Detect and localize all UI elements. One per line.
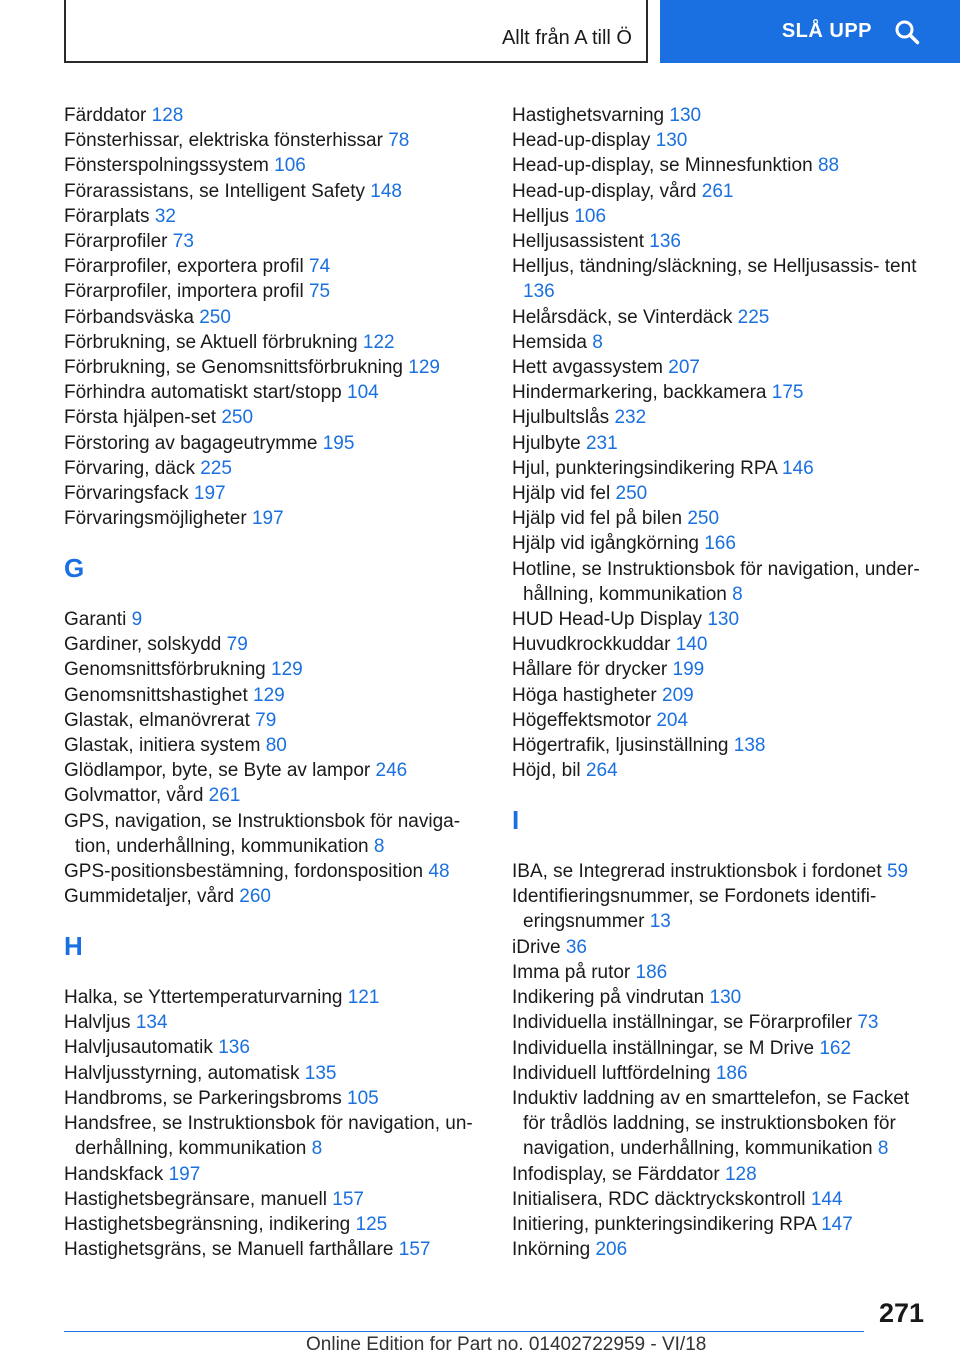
index-entry-page-link[interactable]: 231 <box>585 432 618 454</box>
index-entry-page-link[interactable]: 130 <box>669 105 702 126</box>
index-entry-text: Hastighetsvarning <box>512 105 665 126</box>
index-entry-text: GPS, navigation, se Instruktionsbok för naviga- tion, underhållning, kommunikation <box>64 810 461 857</box>
index-entry-page-link[interactable]: 8 <box>877 1138 889 1160</box>
index-entry-text: Gardiner, solskydd <box>64 634 222 656</box>
index-entry-page-link[interactable]: 197 <box>168 1163 201 1185</box>
index-entry <box>64 481 474 506</box>
index-entry-page-link[interactable]: 157 <box>398 1239 431 1261</box>
index-entry-page-link[interactable]: 136 <box>218 1037 250 1059</box>
index-entry <box>512 1036 922 1061</box>
index-entry <box>512 683 922 708</box>
index-entry-page-link[interactable]: 166 <box>704 533 736 555</box>
index-entry <box>512 153 922 178</box>
index-entry-page-link[interactable]: 122 <box>362 331 395 353</box>
index-entry-text: Hindermarkering, backkamera <box>512 382 767 404</box>
index-entry-page-link[interactable]: 106 <box>274 155 306 177</box>
index-entry-page-link[interactable]: 144 <box>810 1188 843 1210</box>
index-entry <box>512 481 922 506</box>
index-entry-text: Förarprofiler, exportera profil <box>64 256 304 278</box>
index-entry-page-link[interactable]: 225 <box>737 306 770 328</box>
index-entry-text: Handsfree, se Instruktionsbok för navigation, un- derhållning, kommunikation <box>64 1113 473 1160</box>
index-entry <box>512 103 922 128</box>
index-entry-page-link[interactable]: 73 <box>172 231 194 253</box>
index-entry <box>64 1061 474 1086</box>
index-entry-text: Halvljusautomatik <box>64 1037 213 1059</box>
index-entry-page-link[interactable]: 104 <box>347 382 379 404</box>
index-entry <box>512 355 922 380</box>
index-entry <box>512 1010 922 1035</box>
index-entry-text: Halvljusstyrning, automatisk <box>64 1062 300 1084</box>
index-entry-text: Förbrukning, se Aktuell förbrukning <box>64 331 358 353</box>
index-entry <box>64 607 474 632</box>
index-entry-page-link[interactable]: 73 <box>857 1012 879 1034</box>
index-entry <box>64 179 474 204</box>
index-entry-text: Förarassistans, se Intelligent Safety <box>64 180 365 202</box>
index-entry-text: iDrive <box>512 936 561 958</box>
index-entry <box>64 254 474 279</box>
index-entry-page-link[interactable]: 80 <box>265 735 287 757</box>
index-column-left <box>64 103 474 1262</box>
index-entry <box>64 758 474 783</box>
index-entry-page-link[interactable]: 8 <box>373 835 385 857</box>
index-entry <box>64 985 474 1010</box>
footer-edition: Online Edition for Part no. 01402722959 - VI/18 <box>306 1334 707 1355</box>
page-number: 271 <box>878 1298 924 1328</box>
index-entry <box>64 204 474 229</box>
index-entry <box>512 1086 922 1162</box>
index-entry-page-link[interactable]: 195 <box>322 432 355 454</box>
footer-divider <box>64 1331 864 1332</box>
index-entry <box>512 305 922 330</box>
index-entry-text: Helårsdäck, se Vinterdäck <box>512 306 733 328</box>
index-entry-text: Fönsterspolningssystem <box>64 155 269 177</box>
index-entry <box>64 1212 474 1237</box>
index-entry-page-link[interactable]: 199 <box>672 659 705 681</box>
index-entry-text: Hjul, punkteringsindikering RPA <box>512 457 777 479</box>
index-entry <box>64 506 474 531</box>
index-entry <box>64 405 474 430</box>
index-entry-page-link[interactable]: 130 <box>655 130 688 152</box>
index-entry-text: Högertrafik, ljusinställning <box>512 735 729 757</box>
index-entry-text: Handbroms, se Parkeringsbroms <box>64 1087 342 1109</box>
index-entry <box>512 128 922 153</box>
index-entry-page-link[interactable]: 260 <box>239 886 271 908</box>
index-entry-text: Högeffektsmotor <box>512 709 652 731</box>
index-entry-text: Höga hastigheter <box>512 684 657 706</box>
index-entry-text: Hett avgassystem <box>512 357 663 379</box>
index-entry-page-link[interactable]: 206 <box>595 1239 628 1261</box>
index-entry-page-link[interactable]: 121 <box>347 987 380 1009</box>
index-entry <box>64 330 474 355</box>
index-entry-text: GPS-positionsbestämning, fordonsposition <box>64 861 424 883</box>
index-entry-text: Head-up-display, se Minnesfunktion <box>512 155 813 177</box>
index-entry <box>64 1187 474 1212</box>
index-entry <box>512 380 922 405</box>
index-entry-text: Imma på rutor <box>512 961 631 983</box>
index-entry <box>64 632 474 657</box>
index-entry <box>512 1187 922 1212</box>
index-entry-page-link[interactable]: 106 <box>574 205 607 227</box>
index-entry <box>512 431 922 456</box>
index-entry-text: Glödlampor, byte, se Byte av lampor <box>64 760 371 782</box>
index-entry-text: Glastak, elmanövrerat <box>64 709 250 731</box>
index-entry-text: Identifieringsnummer, se Fordonets identifi- eringsnummer <box>512 886 877 933</box>
index-entry <box>64 153 474 178</box>
index-entry-page-link[interactable]: 186 <box>715 1062 748 1084</box>
index-entry <box>64 305 474 330</box>
index-entry-page-link[interactable]: 79 <box>226 634 248 656</box>
index-entry-text: Helljus, tändning/släckning, se Helljusassis- tent <box>512 256 917 278</box>
index-entry-text: Initiering, punkteringsindikering RPA <box>512 1213 816 1235</box>
index-entry-page-link[interactable]: 250 <box>615 483 648 505</box>
index-entry-page-link[interactable]: 148 <box>370 180 402 202</box>
index-entry-page-link[interactable]: 105 <box>347 1087 379 1109</box>
index-entry-text: Första hjälpen-set <box>64 407 217 429</box>
search-label: SLÅ UPP <box>781 20 872 42</box>
index-entry-text: Individuella inställningar, se M Drive <box>512 1037 815 1059</box>
index-entry-text: Hastighetsbegränsare, manuell <box>64 1188 327 1210</box>
index-entry <box>64 431 474 456</box>
index-entry-page-link[interactable]: 48 <box>428 861 450 883</box>
index-entry <box>512 229 922 254</box>
index-entry-text: Individuella inställningar, se Förarprofiler <box>512 1012 853 1034</box>
index-entry-page-link[interactable]: 138 <box>733 735 766 757</box>
index-entry-text: Hemsida <box>512 331 587 353</box>
index-entry-page-link[interactable]: 261 <box>208 785 241 807</box>
index-entry <box>64 809 474 859</box>
index-section-letter: H <box>64 931 83 962</box>
index-entry <box>64 103 474 128</box>
index-entry-page-link[interactable]: 140 <box>675 634 708 656</box>
index-entry-text: Färddator <box>64 105 147 126</box>
index-entry-page-link[interactable]: 136 <box>523 281 555 303</box>
index-entry <box>64 884 474 909</box>
index-entry-text: Genomsnittsförbrukning <box>64 659 266 681</box>
index-entry-text: Garanti <box>64 609 127 631</box>
index-entry <box>512 330 922 355</box>
index-entry-text: Induktiv laddning av en smarttelefon, se Facket för trådlös laddning, se instruktionsboken för navigation, underhållning, kommunikation <box>512 1087 910 1160</box>
index-entry-text: Hjulbyte <box>512 432 581 454</box>
index-entry-text: Hjälp vid fel på bilen <box>512 508 683 530</box>
index-entry-page-link[interactable]: 207 <box>668 357 700 379</box>
index-entry <box>64 1162 474 1187</box>
index-entry-page-link[interactable]: 250 <box>199 306 231 328</box>
index-entry-text: Fönsterhissar, elektriska fönsterhissar <box>64 130 383 152</box>
search-button[interactable] <box>660 0 960 63</box>
index-entry-text: Förhindra automatiskt start/stopp <box>64 382 342 404</box>
index-entry-page-link[interactable]: 250 <box>221 407 254 429</box>
index-entry <box>512 179 922 204</box>
index-entry-text: IBA, se Integrerad instruktionsbok i fordonet <box>512 861 882 883</box>
index-entry-text: Hjälp vid igångkörning <box>512 533 699 555</box>
index-entry-page-link[interactable]: 79 <box>255 709 277 731</box>
index-entry-text: Initialisera, RDC däcktryckskontroll <box>512 1188 806 1210</box>
index-entry-page-link[interactable]: 136 <box>649 231 681 253</box>
index-section-letter: I <box>512 805 520 836</box>
index-entry <box>512 985 922 1010</box>
index-entry-page-link[interactable]: 9 <box>131 609 143 631</box>
index-entry <box>512 1162 922 1187</box>
index-entry-text: HUD Head-Up Display <box>512 609 703 631</box>
header-title: Allt från A till Ö <box>501 27 632 49</box>
index-entry-text: Hjälp vid fel <box>512 483 611 505</box>
index-entry-text: Halvljus <box>64 1012 131 1034</box>
index-entry <box>512 935 922 960</box>
index-entry-page-link[interactable]: 162 <box>819 1037 852 1059</box>
index-entry-text: Förvaring, däck <box>64 457 195 479</box>
index-entry-page-link[interactable]: 264 <box>585 760 618 782</box>
index-entry <box>64 229 474 254</box>
index-entry-text: Hastighetsbegränsning, indikering <box>64 1213 351 1235</box>
index-entry-text: Huvudkrockkuddar <box>512 634 671 656</box>
index-entry-page-link[interactable]: 13 <box>649 911 671 933</box>
index-entry-text: Hastighetsgräns, se Manuell farthållare <box>64 1239 394 1261</box>
index-entry-page-link[interactable]: 129 <box>408 357 440 379</box>
index-entry <box>512 632 922 657</box>
index-entry <box>512 884 922 934</box>
index-entry-text: Infodisplay, se Färddator <box>512 1163 720 1185</box>
index-entry <box>64 128 474 153</box>
index-entry-text: Genomsnittshastighet <box>64 684 248 706</box>
index-entry-page-link[interactable]: 8 <box>732 583 743 605</box>
index-entry <box>64 733 474 758</box>
index-entry-page-link[interactable]: 204 <box>656 709 689 731</box>
index-entry-page-link[interactable]: 147 <box>821 1213 853 1235</box>
index-entry <box>512 960 922 985</box>
index-entry <box>64 1035 474 1060</box>
index-entry <box>512 405 922 430</box>
index-entry-page-link[interactable]: 157 <box>332 1188 364 1210</box>
index-entry <box>64 657 474 682</box>
index-entry-page-link[interactable]: 78 <box>388 130 410 152</box>
index-entry <box>64 783 474 808</box>
index-entry-page-link[interactable]: 135 <box>304 1062 337 1084</box>
index-entry-text: Head-up-display <box>512 130 651 152</box>
index-entry-text: Förstoring av bagageutrymme <box>64 432 318 454</box>
index-entry-text: Förarplats <box>64 205 150 227</box>
index-entry-page-link[interactable]: 246 <box>375 760 408 782</box>
search-icon <box>894 19 920 45</box>
index-entry <box>512 506 922 531</box>
index-entry-text: Glastak, initiera system <box>64 735 261 757</box>
index-entry-text: Hållare för drycker <box>512 659 668 681</box>
index-entry <box>64 1086 474 1111</box>
index-entry <box>512 204 922 229</box>
index-entry-text: Höjd, bil <box>512 760 581 782</box>
index-entry <box>64 355 474 380</box>
index-entry <box>512 758 922 783</box>
index-entry-text: Helljusassistent <box>512 231 644 253</box>
index-entry-page-link[interactable]: 134 <box>135 1012 168 1034</box>
index-entry-page-link[interactable]: 175 <box>771 382 804 404</box>
index-entry-page-link[interactable]: 129 <box>253 684 285 706</box>
index-entry-text: Förarprofiler <box>64 231 168 253</box>
index-entry-page-link[interactable]: 225 <box>200 457 232 479</box>
index-entry-text: Förarprofiler, importera profil <box>64 281 304 303</box>
index-entry-page-link[interactable]: 75 <box>308 281 331 303</box>
index-entry-text: Förvaringsfack <box>64 483 189 505</box>
index-entry-text: Förvaringsmöjligheter <box>64 508 247 530</box>
index-entry-text: Head-up-display, vård <box>512 180 697 202</box>
index-entry-page-link[interactable]: 186 <box>635 961 668 983</box>
index-entry-page-link[interactable]: 125 <box>355 1213 388 1235</box>
index-column-right <box>512 103 922 1262</box>
index-entry-page-link[interactable]: 74 <box>309 256 331 278</box>
index-entry-page-link[interactable]: 36 <box>565 936 587 958</box>
index-entry-page-link[interactable]: 32 <box>154 205 176 227</box>
index-entry-text: Inkörning <box>512 1239 591 1261</box>
index-entry-text: Gummidetaljer, vård <box>64 886 235 908</box>
index-entry-text: Helljus <box>512 205 570 227</box>
index-entry-text: Halka, se Yttertemperaturvarning <box>64 987 343 1009</box>
index-entry-text: Hjulbultslås <box>512 407 610 429</box>
index-entry <box>64 279 474 304</box>
index-entry <box>512 1237 922 1262</box>
index-entry <box>512 607 922 632</box>
index-entry <box>512 1061 922 1086</box>
index-entry-page-link[interactable]: 146 <box>782 457 814 479</box>
index-entry <box>64 683 474 708</box>
index-entry-page-link[interactable]: 250 <box>687 508 720 530</box>
index-entry-text: Förbrukning, se Genomsnittsförbrukning <box>64 357 403 379</box>
index-entry <box>512 456 922 481</box>
index-entry-text: Hotline, se Instruktionsbok för navigation, under- hållning, kommunikation <box>512 558 920 605</box>
index-entry-page-link[interactable]: 59 <box>886 861 909 883</box>
index-entry-text: Golvmattor, vård <box>64 785 204 807</box>
index-entry <box>512 557 922 607</box>
index-entry-text: Handskfack <box>64 1163 164 1185</box>
index-entry-page-link[interactable]: 129 <box>271 659 303 681</box>
index-entry <box>64 1111 474 1161</box>
index-entry <box>64 456 474 481</box>
index-entry-page-link[interactable]: 232 <box>614 407 647 429</box>
index-entry-page-link[interactable]: 128 <box>724 1163 757 1185</box>
index-entry <box>64 380 474 405</box>
index-entry <box>64 859 474 884</box>
index-entry <box>512 657 922 682</box>
index-entry <box>64 1237 474 1262</box>
index-entry-page-link[interactable]: 8 <box>592 331 603 353</box>
index-entry <box>512 254 922 304</box>
index-entry-text: Individuell luftfördelning <box>512 1062 711 1084</box>
index-entry-page-link[interactable]: 128 <box>151 105 184 126</box>
index-entry-page-link[interactable]: 197 <box>251 508 284 530</box>
index-entry <box>512 531 922 556</box>
index-entry-text: Indikering på vindrutan <box>512 987 705 1009</box>
index-entry <box>512 708 922 733</box>
index-entry <box>512 733 922 758</box>
index-section-letter: G <box>64 553 85 584</box>
index-entry <box>512 859 922 884</box>
index-entry-page-link[interactable]: 88 <box>817 155 840 177</box>
index-entry-page-link[interactable]: 197 <box>193 483 226 505</box>
index-entry-page-link[interactable]: 130 <box>707 609 740 631</box>
header-title-box <box>64 0 648 63</box>
index-entry-page-link[interactable]: 261 <box>701 180 734 202</box>
index-entry-page-link[interactable]: 8 <box>311 1138 323 1160</box>
index-entry <box>512 1212 922 1237</box>
index-entry-page-link[interactable]: 130 <box>709 987 742 1009</box>
index-entry-text: Förbandsväska <box>64 306 194 328</box>
index-entry <box>64 1010 474 1035</box>
index-entry-page-link[interactable]: 209 <box>662 684 694 706</box>
index-entry <box>64 708 474 733</box>
